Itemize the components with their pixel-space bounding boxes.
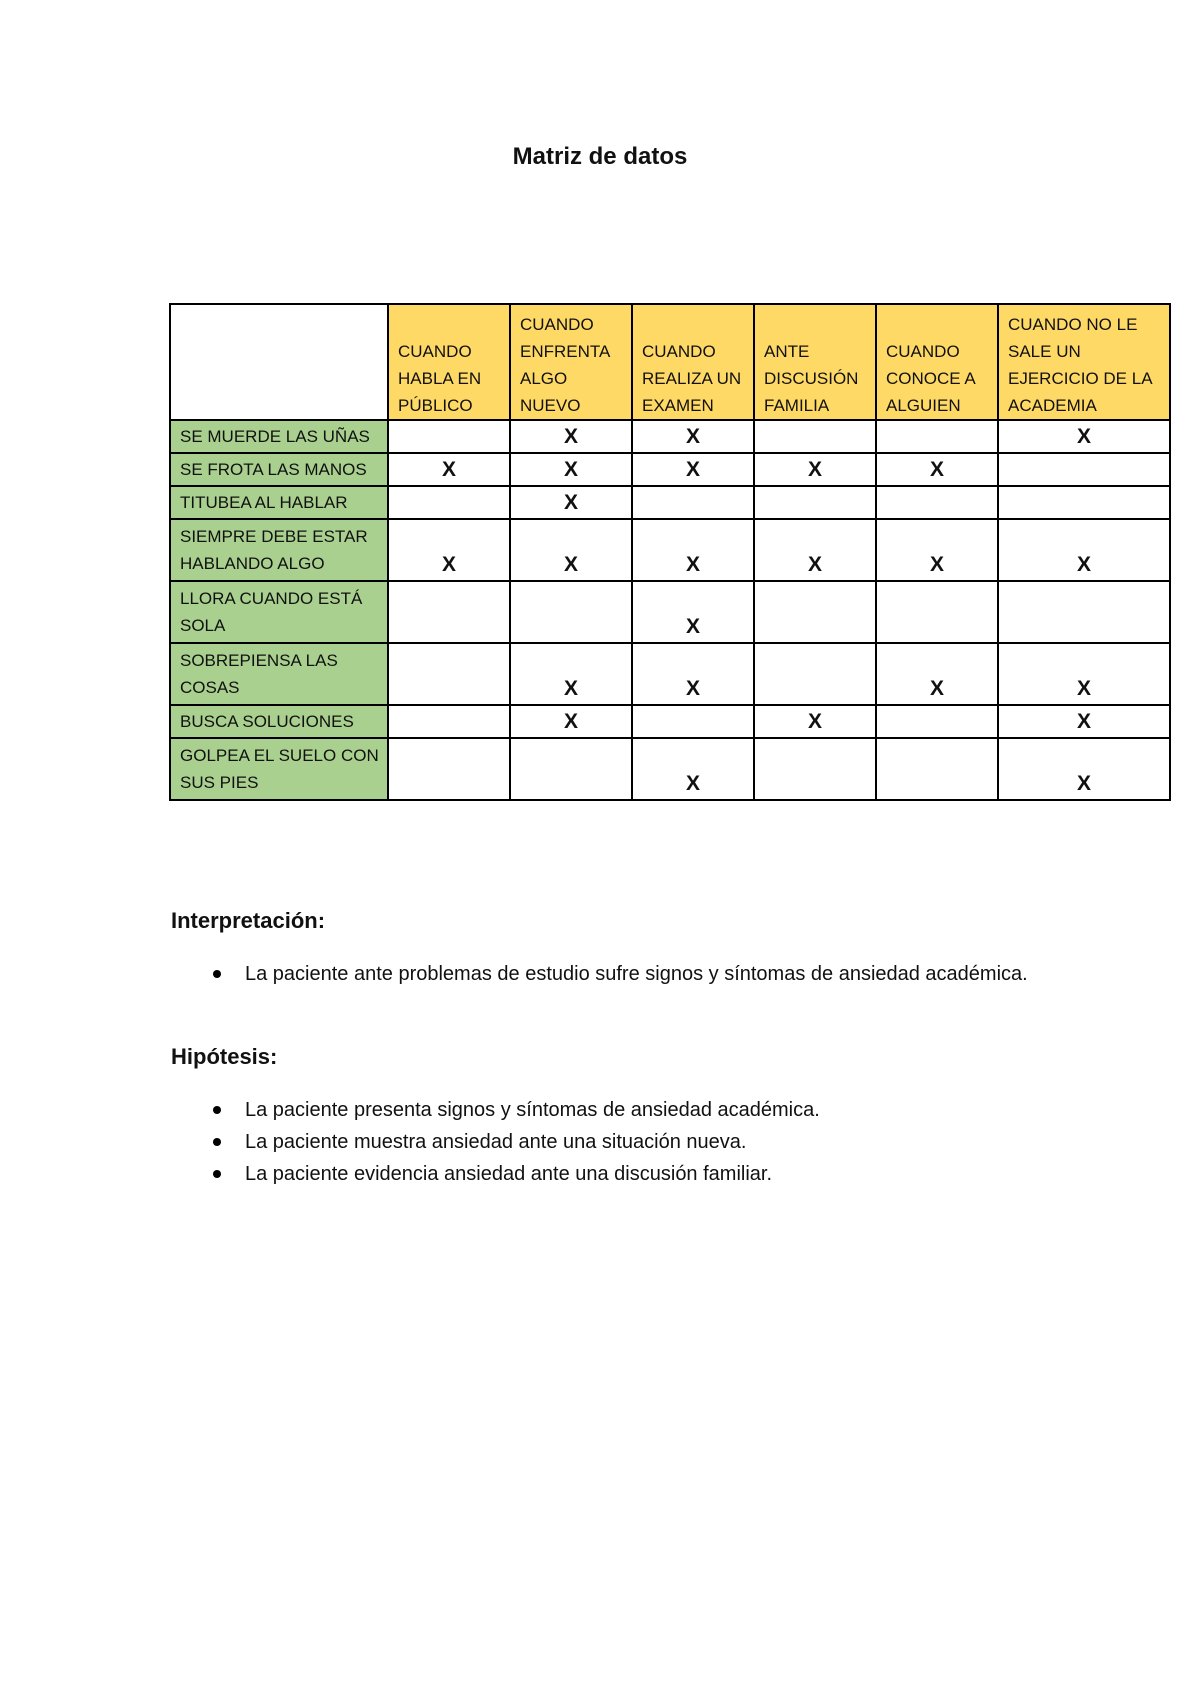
matrix-cell	[876, 486, 998, 519]
matrix-cell: X	[754, 453, 876, 486]
matrix-cell	[510, 738, 632, 800]
bullet-icon	[213, 970, 221, 978]
column-header: CUANDO CONOCE A ALGUIEN	[876, 304, 998, 420]
matrix-cell: X	[388, 453, 510, 486]
row-label: TITUBEA AL HABLAR	[170, 486, 388, 519]
data-matrix-table	[169, 303, 1171, 801]
list-item	[171, 1094, 1071, 1126]
matrix-cell	[754, 643, 876, 705]
matrix-cell: X	[632, 519, 754, 581]
page-title: Matriz de datos	[512, 143, 688, 170]
interpretation-list	[171, 958, 1071, 990]
list-item-text: La paciente evidencia ansiedad ante una discusión familiar.	[245, 1163, 773, 1185]
matrix-cell: X	[998, 738, 1170, 800]
matrix-cell	[510, 581, 632, 643]
matrix-cell: X	[510, 705, 632, 738]
matrix-cell	[876, 705, 998, 738]
row-label: SE FROTA LAS MANOS	[170, 453, 388, 486]
matrix-cell: X	[998, 705, 1170, 738]
matrix-corner-cell	[170, 304, 388, 420]
bullet-icon	[213, 1138, 221, 1146]
matrix-cell: X	[632, 643, 754, 705]
matrix-cell	[876, 581, 998, 643]
matrix-cell	[754, 420, 876, 453]
matrix-cell	[388, 705, 510, 738]
list-item-text: La paciente presenta signos y síntomas de ansiedad académica.	[245, 1099, 820, 1121]
list-item	[171, 1158, 1071, 1190]
matrix-cell	[388, 420, 510, 453]
matrix-cell: X	[632, 453, 754, 486]
row-label: BUSCA SOLUCIONES	[170, 705, 388, 738]
bullet-icon	[213, 1106, 221, 1114]
matrix-cell: X	[998, 643, 1170, 705]
interpretation-heading: Interpretación:	[171, 908, 326, 933]
matrix-cell: X	[876, 519, 998, 581]
matrix-cell: X	[754, 519, 876, 581]
list-item-text: La paciente ante problemas de estudio sufre signos y síntomas de ansiedad académica.	[245, 963, 1028, 985]
matrix-cell: X	[388, 519, 510, 581]
row-label: SIEMPRE DEBE ESTAR HABLANDO ALGO	[170, 519, 388, 581]
matrix-cell	[388, 486, 510, 519]
column-header: CUANDO ENFRENTA ALGO NUEVO	[510, 304, 632, 420]
matrix-cell	[754, 581, 876, 643]
column-header: ANTE DISCUSIÓN FAMILIA	[754, 304, 876, 420]
table-row	[170, 705, 1170, 738]
matrix-cell: X	[510, 643, 632, 705]
hypothesis-heading: Hipótesis:	[171, 1044, 278, 1069]
table-row	[170, 420, 1170, 453]
matrix-cell	[754, 738, 876, 800]
matrix-cell: X	[632, 420, 754, 453]
matrix-cell: X	[510, 453, 632, 486]
table-row	[170, 581, 1170, 643]
row-label: SE MUERDE LAS UÑAS	[170, 420, 388, 453]
matrix-cell: X	[998, 519, 1170, 581]
table-row	[170, 643, 1170, 705]
matrix-cell	[388, 643, 510, 705]
matrix-cell: X	[754, 705, 876, 738]
row-label: SOBREPIENSA LAS COSAS	[170, 643, 388, 705]
matrix-cell	[876, 420, 998, 453]
hypothesis-list	[171, 1094, 1071, 1190]
matrix-cell	[754, 486, 876, 519]
matrix-cell: X	[876, 643, 998, 705]
matrix-cell	[632, 705, 754, 738]
matrix-cell	[998, 486, 1170, 519]
column-header: CUANDO NO LE SALE UN EJERCICIO DE LA ACADEMIA	[998, 304, 1170, 420]
matrix-cell: X	[510, 486, 632, 519]
matrix-cell: X	[510, 519, 632, 581]
table-row	[170, 486, 1170, 519]
matrix-cell	[998, 581, 1170, 643]
matrix-cell	[876, 738, 998, 800]
matrix-cell	[388, 738, 510, 800]
matrix-cell: X	[876, 453, 998, 486]
table-row	[170, 738, 1170, 800]
matrix-cell: X	[998, 420, 1170, 453]
row-label: GOLPEA EL SUELO CON SUS PIES	[170, 738, 388, 800]
row-label: LLORA CUANDO ESTÁ SOLA	[170, 581, 388, 643]
bullet-icon	[213, 1170, 221, 1178]
list-item	[171, 958, 1071, 990]
matrix-cell	[632, 486, 754, 519]
matrix-cell: X	[510, 420, 632, 453]
matrix-cell	[998, 453, 1170, 486]
matrix-cell: X	[632, 738, 754, 800]
table-row	[170, 453, 1170, 486]
table-row	[170, 519, 1170, 581]
matrix-cell: X	[632, 581, 754, 643]
matrix-header-row	[170, 304, 1170, 420]
column-header: CUANDO HABLA EN PÚBLICO	[388, 304, 510, 420]
list-item-text: La paciente muestra ansiedad ante una situación nueva.	[245, 1131, 747, 1153]
column-header: CUANDO REALIZA UN EXAMEN	[632, 304, 754, 420]
matrix-cell	[388, 581, 510, 643]
list-item	[171, 1126, 1071, 1158]
